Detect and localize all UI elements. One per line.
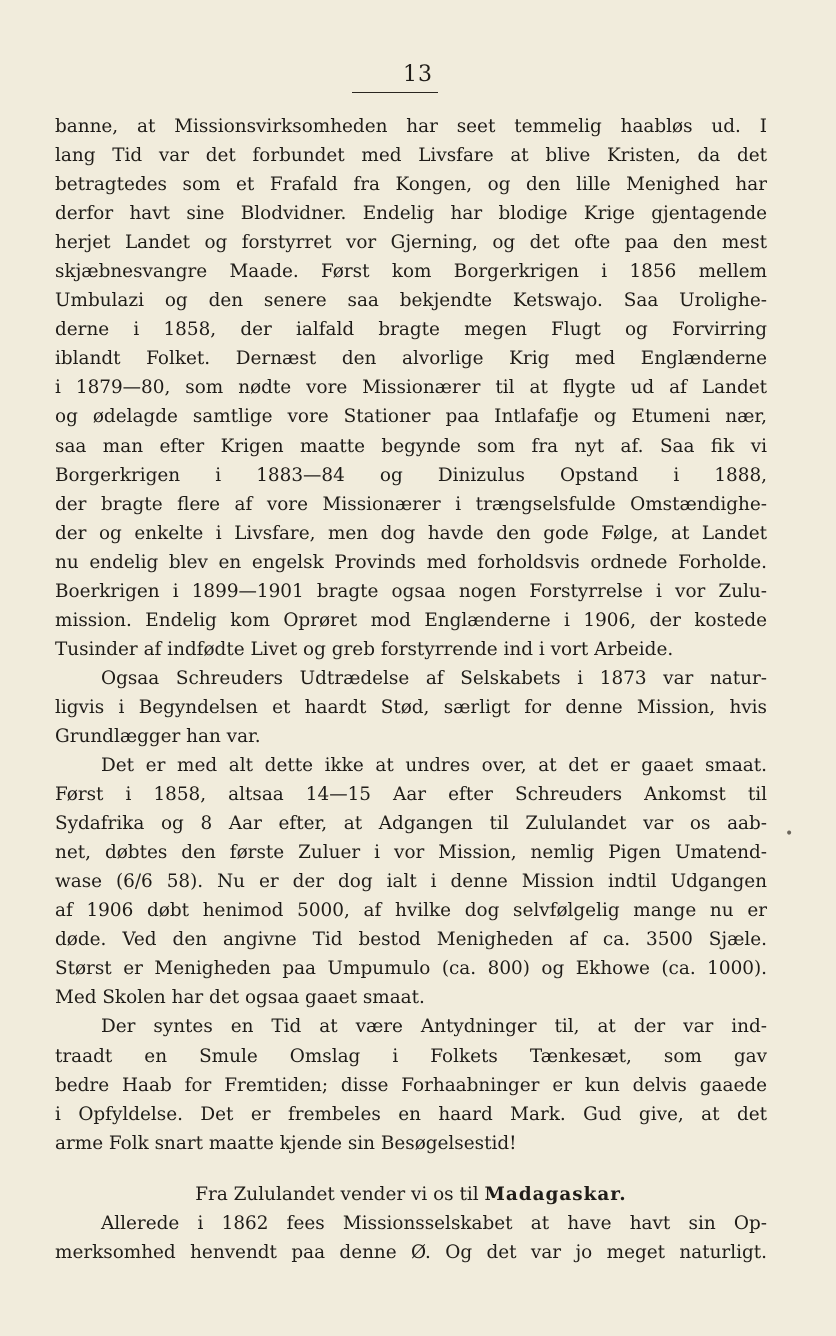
heading-prefix: Fra Zululandet vender vi os til (195, 1183, 479, 1205)
text-line: net, døbtes den første Zuluer i vor Mission, nemlig Pigen Umatend- (55, 842, 767, 864)
text-line: Ogsaa Schreuders Udtrædelse af Selskabets i 1873 var natur- (101, 667, 767, 689)
text-line: Størst er Menigheden paa Umpumulo (ca. 800) og Ekhowe (ca. 1000). (55, 958, 767, 980)
header-rule (352, 92, 438, 93)
text-line: Det er med alt dette ikke at undres over, at det er gaaet smaat. (101, 755, 767, 777)
text-line: herjet Landet og forstyrret vor Gjerning, og det ofte paa den mest (55, 232, 767, 254)
text-line: og ødelagde samtlige vore Stationer paa Intlafafje og Etumeni nær, (55, 406, 767, 428)
text-line: merksomhed henvendt paa denne Ø. Og det var jo meget naturligt. (55, 1241, 767, 1263)
text-line: Grundlægger han var. (55, 725, 261, 747)
text-line: banne, at Missionsvirksomheden har seet temmelig haabløs ud. I (55, 116, 767, 137)
text-line: der bragte flere af vore Missionærer i trængselsfulde Omstændighe- (55, 493, 767, 515)
margin-mark: • (785, 826, 794, 842)
text-line: der og enkelte i Livsfare, men dog havde den gode Følge, at Landet (55, 522, 767, 544)
text-line: derfor havt sine Blodvidner. Endelig har blodige Krige gjentagende (55, 203, 767, 225)
text-line: wase (6/6 58). Nu er der dog ialt i denne Mission indtil Udgangen (55, 871, 767, 893)
text-line: af 1906 døbt henimod 5000, af hvilke dog selvfølgelig mange nu er (55, 900, 767, 922)
text-line: Borgerkrigen i 1883—84 og Dinizulus Opstand i 1888, (55, 464, 767, 486)
text-line: bedre Haab for Fremtiden; disse Forhaabninger er kun delvis gaaede (55, 1074, 767, 1096)
text-line: skjæbnesvangre Maade. Først kom Borgerkrigen i 1856 mellem (55, 261, 767, 283)
text-line: iblandt Folket. Dernæst den alvorlige Krig med Englænderne (55, 348, 767, 370)
section-heading-line (55, 1180, 767, 1209)
text-line: i 1879—80, som nødte vore Missionærer til at flygte ud af Landet (55, 377, 767, 399)
text-line: Med Skolen har det ogsaa gaaet smaat. (55, 987, 425, 1009)
text-line: lang Tid var det forbundet med Livsfare at blive Kristen, da det (55, 145, 767, 167)
text-line: ligvis i Begyndelsen et haardt Stød, særligt for denne Mission, hvis (55, 696, 767, 718)
text-line: betragtedes som et Frafald fra Kongen, og den lille Menighed har (55, 174, 767, 196)
text-line: derne i 1858, der ialfald bragte megen Flugt og Forvirring (55, 319, 767, 341)
text-line: i Opfyldelse. Det er frembeles en haard Mark. Gud give, at det (55, 1103, 767, 1125)
text-line: Der syntes en Tid at være Antydninger til, at der var ind- (101, 1016, 767, 1038)
text-line: Allerede i 1862 fees Missionsselskabet at have havt sin Op- (101, 1212, 767, 1234)
body-text (55, 112, 767, 1267)
heading-bold-word: Madagaskar. (484, 1183, 627, 1205)
text-line: Boerkrigen i 1899—1901 bragte ogsaa nogen Forstyrrelse i vor Zulu- (55, 580, 767, 602)
text-line: Sydafrika og 8 Aar efter, at Adgangen til Zululandet var os aab- (55, 813, 767, 835)
page-number: 13 (403, 62, 433, 87)
text-line: traadt en Smule Omslag i Folkets Tænkesæt, som gav (55, 1045, 767, 1067)
text-line: Umbulazi og den senere saa bekjendte Ketswajo. Saa Urolighe- (55, 290, 767, 312)
text-line: Først i 1858, altsaa 14—15 Aar efter Schreuders Ankomst til (55, 784, 767, 806)
text-line: mission. Endelig kom Oprøret mod Englænderne i 1906, der kostede (55, 609, 767, 631)
text-line: døde. Ved den angivne Tid bestod Menigheden af ca. 3500 Sjæle. (55, 929, 767, 951)
text-line: arme Folk snart maatte kjende sin Besøgelsestid! (55, 1132, 517, 1154)
text-line: saa man efter Krigen maatte begynde som fra nyt af. Saa fik vi (55, 435, 767, 457)
text-line: Tusinder af indfødte Livet og greb forstyrrende ind i vort Arbeide. (55, 638, 674, 660)
text-line: nu endelig blev en engelsk Provinds med forholdsvis ordnede Forholde. (55, 551, 767, 573)
paragraph-gap (55, 1158, 767, 1180)
